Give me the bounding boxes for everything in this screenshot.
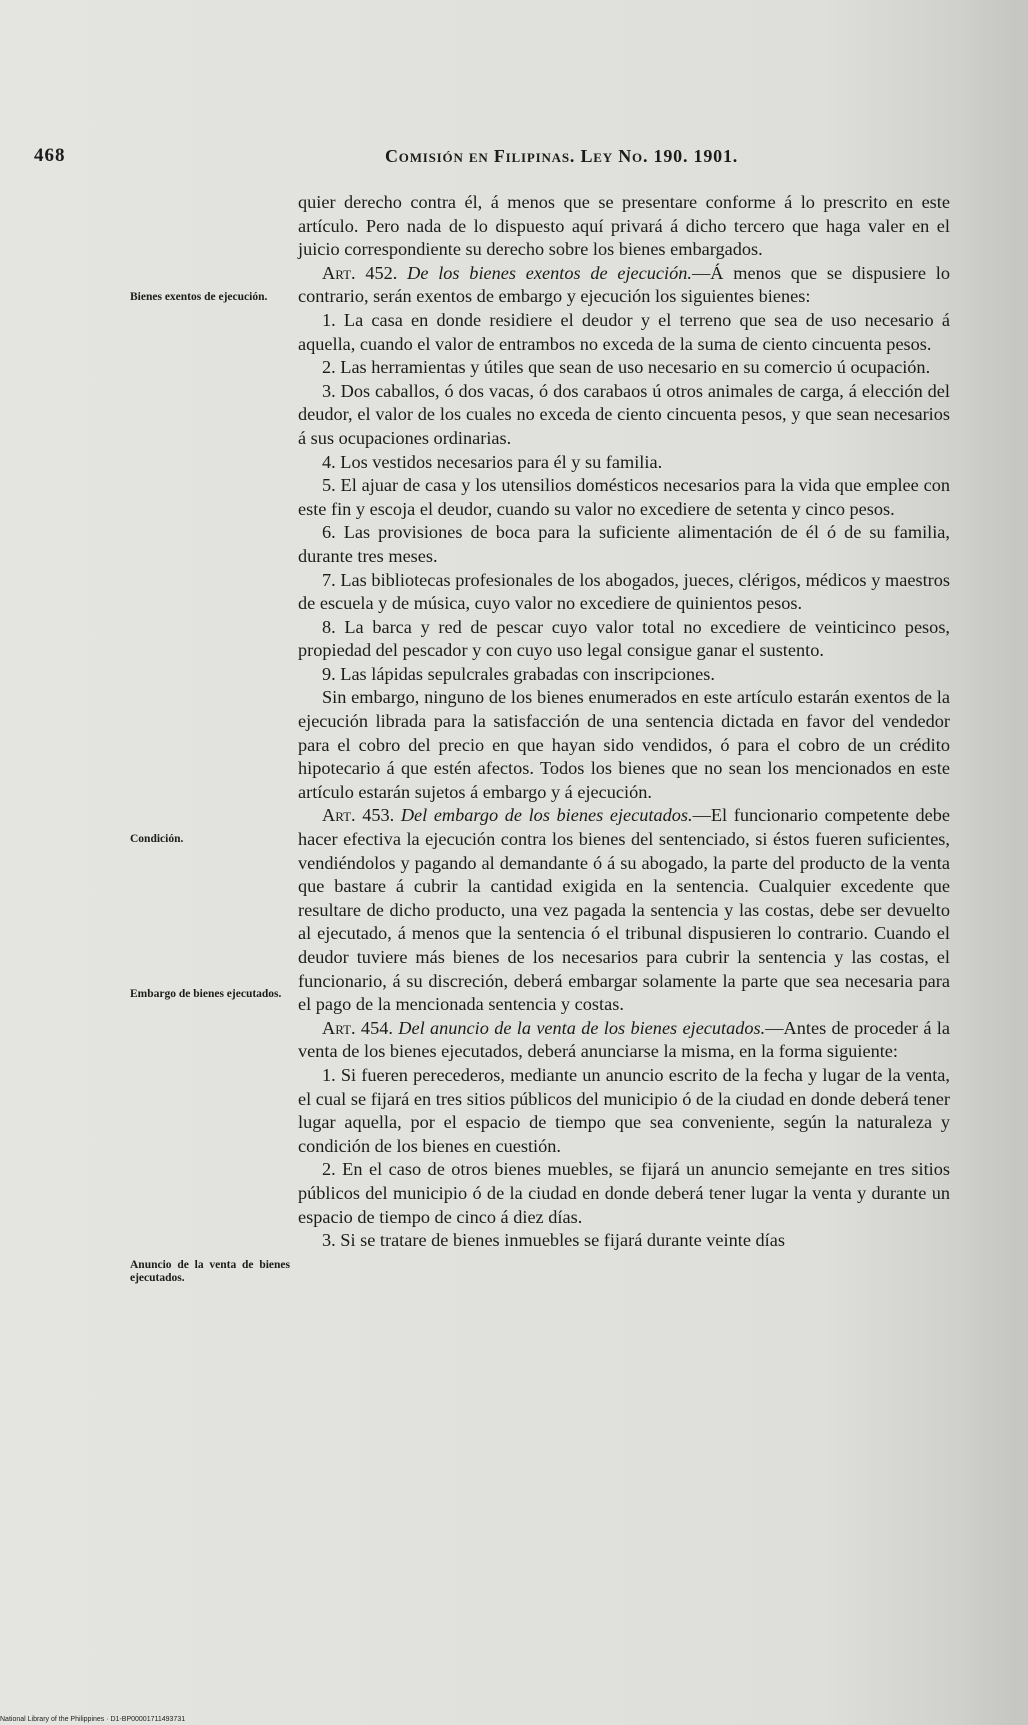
article-text: —El funcionario competente debe hacer efectiva la ejecución contra los bienes del sentenciado, si éstos fueren suficientes, vendiéndolos y pagando al demandante ó á su abogado, la parte del producto de la venta que bastare á cubrir la cantidad exigida en la sentencia. Cualquier excedente que resultare de dicho producto, una vez pagada la sentencia y las costas, debe ser devuelto al ejecutado, á menos que la sentencia ó el tribunal dispusieren lo contrario. Cuando el deudor tuviere más bienes de los necesarios para cubrir la sentencia y las costas, el funcionario, á su discreción, deberá embargar solamente la parte que sea necesaria para el pago de la mencionada sentencia y costas. [298,805,950,1015]
margin-note-bienes-exentos: Bienes exentos de ejecución. [130,291,268,303]
list-item: 2. Las herramientas y útiles que sean de uso necesario en su comercio ú ocupación. [322,357,931,378]
list-item: 7. Las bibliotecas profesionales de los abogados, jueces, clérigos, médicos y maestros de escuela y de música, cuyo valor no excediere de quinientos pesos. [298,569,950,614]
list-item: 6. Las provisiones de boca para la suficiente alimentación de él ó de su familia, durante tres meses. [298,522,950,566]
body-text [298,191,950,1253]
list-item: 9. Las lápidas sepulcrales grabadas con inscripciones. [322,663,715,684]
article-title: Del embargo de los bienes ejecutados. [400,805,693,826]
article-title: De los bienes exentos de ejecución. [407,262,692,283]
margin-note-condicion: Condición. [130,833,184,845]
list-item: 3. Si se tratare de bienes inmuebles se fijará durante veinte días [322,1230,785,1251]
list-item: 3. Dos caballos, ó dos vacas, ó dos carabaos ú otros animales de carga, á elección del deudor, el valor de los cuales no exceda de ciento cincuenta pesos, y que sean necesarios á sus ocupaciones ordinarias. [298,380,950,448]
article-number: Art. 453. [322,805,395,826]
article-number: Art. 454. [322,1017,393,1038]
list-item: 4. Los vestidos necesarios para él y su familia. [322,451,663,472]
article-text: —Antes de proceder á la venta de los bienes ejecutados, deberá anunciarse la misma, en la forma siguiente: [298,1017,950,1062]
article-452 [298,262,950,309]
list-item: 2. En el caso de otros bienes muebles, se fijará un anuncio semejante en tres sitios públicos del municipio ó de la ciudad en donde deberá tener lugar la venta y durante un espacio de tiempo de cinco á diez días. [298,1159,950,1227]
paragraph-continuation: quier derecho contra él, á menos que se presentare conforme á lo prescrito en este artículo. Pero nada de lo dispuesto aquí privará á dicho tercero que haga valer en el juicio correspondiente su derecho sobre los bienes embargados. [298,192,950,260]
margin-note-embargo: Embargo de bienes ejecutados. [130,988,282,1000]
page-number: 468 [34,145,66,166]
running-head: Comisión en Filipinas. Ley No. 190. 1901. [385,146,739,166]
condition-paragraph: Sin embargo, ninguno de los bienes enumerados en este artículo estarán exentos de la ejecución librada para la satisfacción de una sentencia dictada en favor del vendedor para el cobro del precio en que hayan sido vendidos, ó para el cobro de un crédito hipotecario á que estén afectos. Todos los bienes que no sean los mencionados en este artículo estarán sujetos á embargo y á ejecución. [298,687,950,802]
footer-watermark: National Library of the Philippines · D1-BP00001711493731 [0,1716,186,1723]
article-title: Del anuncio de la venta de los bienes ejecutados. [398,1017,766,1038]
list-item: 1. Si fueren perecederos, mediante un anuncio escrito de la fecha y lugar de la venta, el cual se fijará en tres sitios públicos del municipio ó de la ciudad en donde deberá tener lugar aquella, por el espacio de tiempo que sea conveniente, según la naturaleza y condición de los bienes en cuestión. [298,1064,950,1156]
list-item: 1. La casa en donde residiere el deudor y el terreno que sea de uso necesario á aquella, cuando el valor de entrambos no exceda de la suma de ciento cincuenta pesos. [298,309,950,354]
article-number: Art. 452. [322,262,398,283]
article-text: —Á menos que se dispusiere lo contrario, serán exentos de embargo y ejecución los siguientes bienes: [298,262,950,307]
margin-note-anuncio: Anuncio de la venta de bienes ejecutados. [130,1259,290,1284]
list-item: 5. El ajuar de casa y los utensilios domésticos necesarios para la vida que emplee con este fin y escoja el deudor, cuando su valor no excediere de setenta y cinco pesos. [298,475,950,519]
article-453 [298,804,950,1016]
page-edge-shadow [958,0,1028,1725]
list-item: 8. La barca y red de pescar cuyo valor total no excediere de veinticinco pesos, propiedad del pescador y con cuyo uso legal consigue ganar el sustento. [298,616,950,661]
article-454 [298,1017,950,1064]
